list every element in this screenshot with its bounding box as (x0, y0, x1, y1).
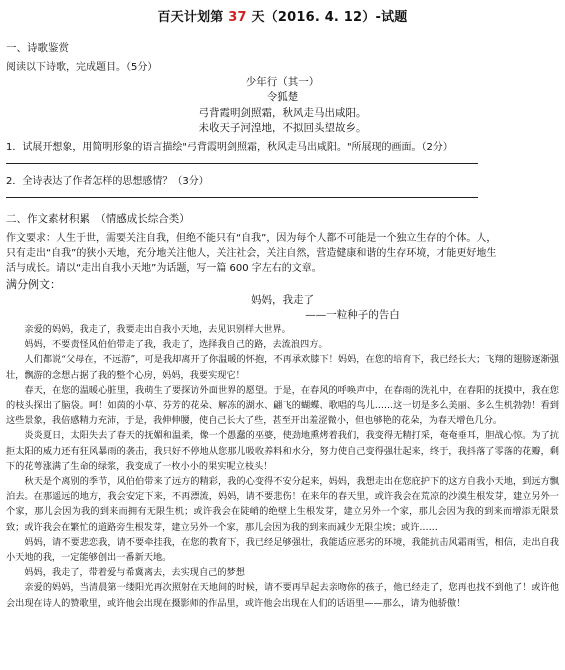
title-prefix: 百天计划第 (157, 10, 229, 25)
answer-line-1 (6, 163, 478, 164)
poem-line-2: 未收天子河湟地，不拟回头望故乡。 (198, 122, 367, 134)
section1-heading: 一、诗歌鉴赏 (6, 42, 69, 54)
section1-instruction: 阅读以下诗歌，完成题目。（5分） (6, 62, 158, 73)
page-title (0, 6, 565, 25)
answer-line-2 (6, 197, 478, 198)
essay-paragraph: 亲爱的妈妈，我走了，我要走出自我小天地，去见识别样大世界。 (24, 324, 291, 335)
essay-subtitle: ——一粒种子的告白 (305, 309, 400, 321)
essay-paragraph: 妈妈，我走了，带着爱与希冀离去，去实现自己的梦想 (24, 567, 245, 579)
example-label: 满分例文： (6, 278, 61, 291)
requirement-line-1: 作文要求：人生于世，需要关注自我，但绝不能只有“自我”，因为每个人都不可能是一个独立生存的个体。人， (6, 233, 497, 244)
essay-body (6, 322, 559, 611)
question-1: 1．试展开想象，用简明形象的语言描绘"弓背霞明剑照霜，秋风走马出咸阳。"所展现的画面。（2分） (6, 142, 453, 153)
day-number: 37 (228, 10, 247, 25)
essay-paragraph: 妈妈，请不要悲恋我，请不要牵挂我，在您的教育下，我已经足够强壮，我能适应恶劣的环境，我能抗击风霜雨雪，相信，走出自我小天地的我，一定能够创出一番新天地。 (6, 536, 559, 564)
poem-title: 少年行（其一） (245, 76, 320, 88)
poem-line-1: 弓背霞明剑照霜，秋风走马出咸阳。 (198, 107, 367, 119)
question-2: 2．全诗表达了作者怎样的思想感情？（3分） (6, 176, 209, 187)
essay-paragraph: 亲爱的妈妈，当清晨第一缕阳光再次照射在天地间的时候，请不要再早起去亲吻你的孩子，他已经走了，您再也找不到他了！或许他会出现在诗人的赞歌里，或许他会出现在摄影师的作品里，或许他会出现在人们的话语里——那么，请为他骄傲！ (6, 582, 559, 609)
essay-paragraph: 春天，在您的温暖心脏里，我萌生了要探访外面世界的愿望。于是，在春风的呼唤声中，在春雨的洗礼中，在春阳的抚摸中，我在您的枝头探出了脑袋。呵！如茵的小草、芬芳的花朵、解冻的湖水、翩飞的蝴蝶、歌唱的鸟儿……这一切是多么美丽、多么生机勃勃！看到这些景象，我倍感精力充沛，于是，我伸伸腰，使自己长大了些，甚至开出羞涩微小，但也够艳的花朵，为春天增色几分。 (6, 384, 559, 427)
essay-paragraph: 人们都说“父母在，不远游”，可是我却离开了你温暖的怀抱，不再承欢膝下！妈妈，在您的培育下，我已经长大；飞翔的翅膀逐渐强壮，飘游的念想占据了我的整个心房，妈妈，我要实现它！ (6, 354, 559, 381)
essay-paragraph: 炎炎夏日，太阳失去了春天的抚媚和温柔，像一个愚蠢的巫婆，使劲地熏烤着我们，我变得无精打采，奄奄垂耳，胆战心惊。为了抗拒太阳的威力还有狂风暴雨的袭击，我只好不停地从您那儿吸收养料和水分，努力使自己变得强壮起来，终于，我抖落了零落的花瓣，剩下的花萼涨满了生命的绿浆，我变成了一枚小小的果实呢立枝头！ (6, 430, 559, 472)
requirement-line-2: 只有走出“自我”的狭小天地，充分地关注他人，关注社会，关注自然，营造健康和谐的生存环境，才能更好地生 (6, 248, 497, 259)
poem-author: 令狐楚 (266, 91, 299, 103)
title-suffix: 天（2016. 4. 12）-试题 (246, 10, 408, 25)
requirement-line-3: 活与成长。请以“走出自我小天地”为话题，写一篇 600 字左右的文章。 (6, 263, 322, 274)
essay-paragraph: 秋天是个离别的季节，风伯伯带来了远方的精彩，我的心变得不安分起来，妈妈，我想走出在您庇护下的这方自我小天地，到远方飘泊去。在那遥远的地方，我会安定下来，不再漂流，妈妈，请不要悲伤！在来年的春天里，或许我会在荒凉的沙漠生根发芽，建立另外一个家，那儿会因为我的到来而拥有无限生机；或许我会在陡峭的绝壁上生根发芽，建立另外一个家，那儿会因为我的到来而增添无限景致；或许我会在繁忙的道路旁生根发芽，建立另外一个家，那儿会因为我的到来而减少无限尘埃；或许…… (6, 476, 559, 533)
section2-heading: 二、作文素材积累 （情感成长综合类） (6, 213, 190, 225)
essay-paragraph: 妈妈，不要责怪风伯伯带走了我，我走了，选择我自己的路，去流浪四方。 (24, 339, 328, 351)
essay-title: 妈妈，我走了 (251, 294, 314, 306)
